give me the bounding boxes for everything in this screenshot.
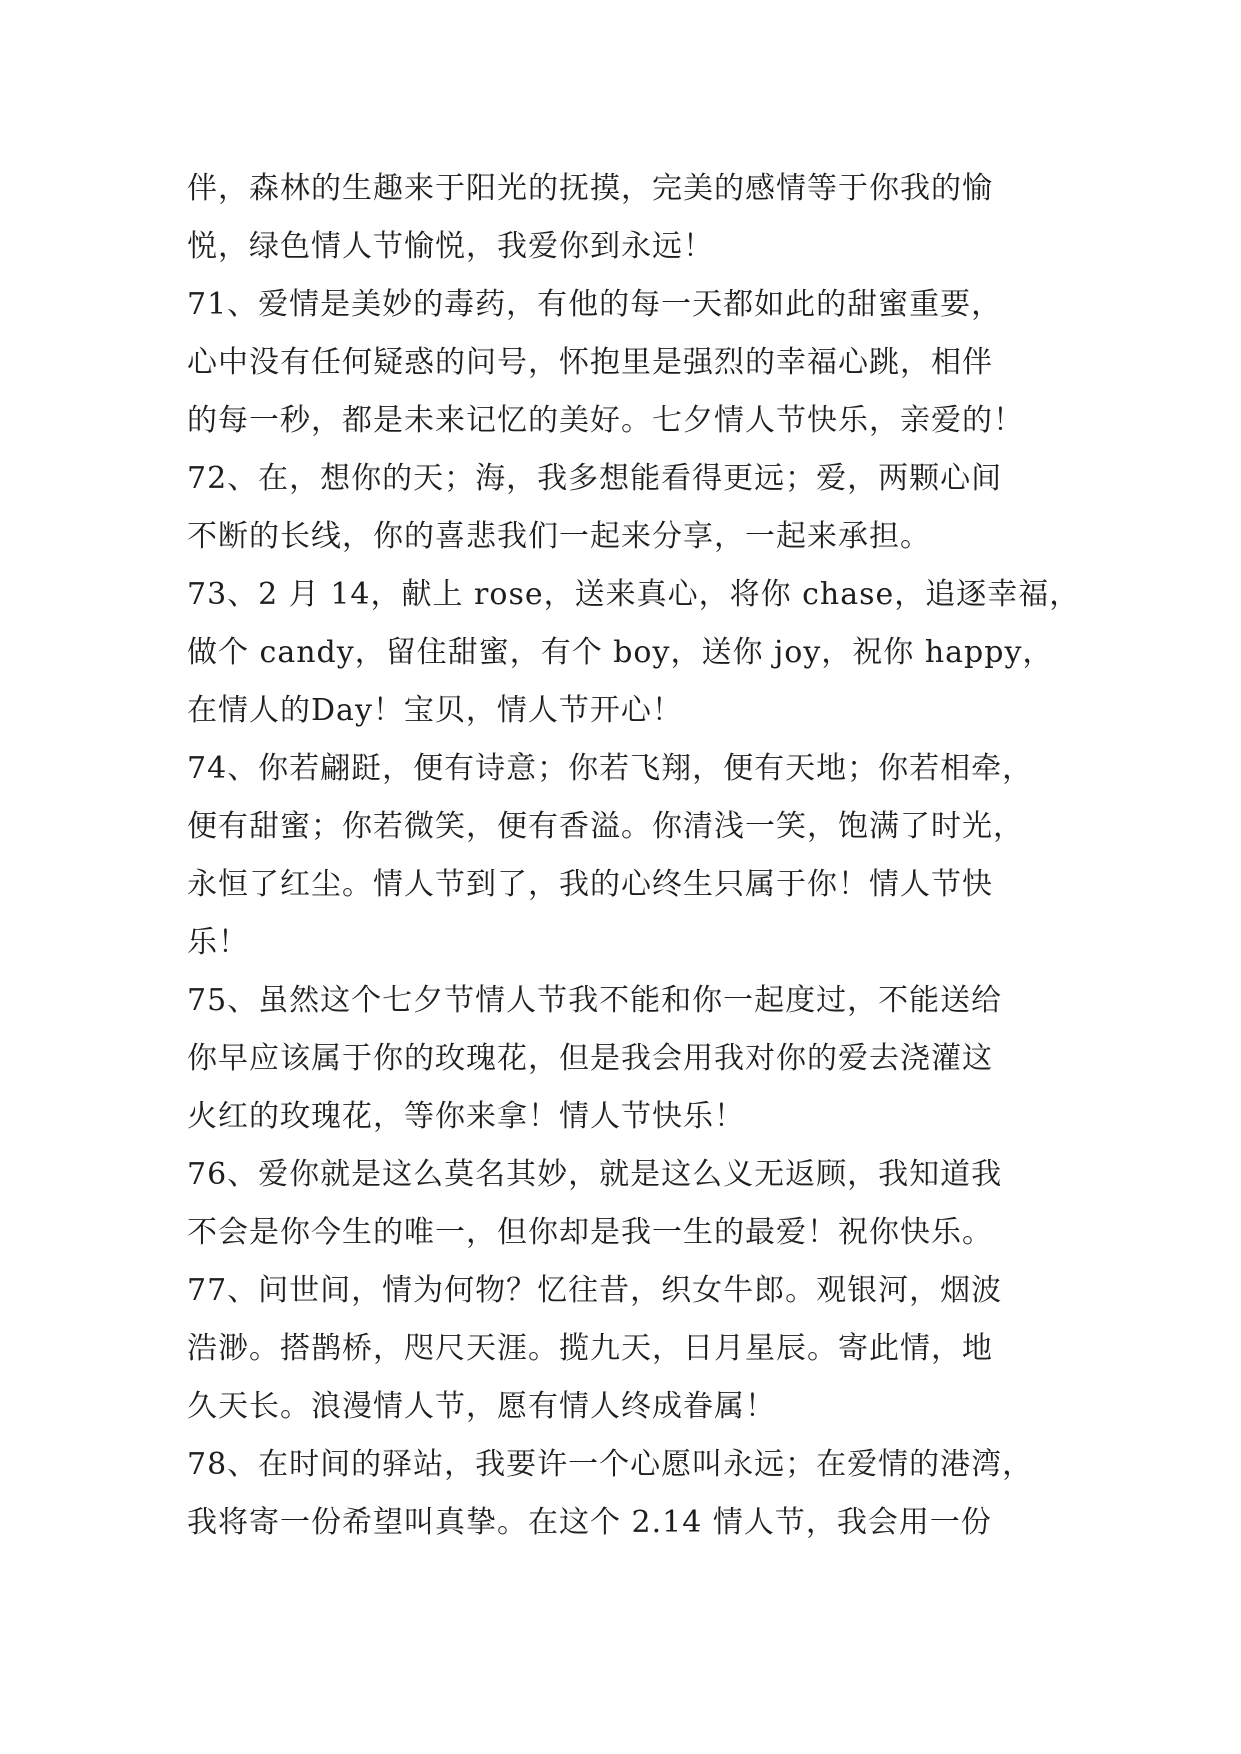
text-line: 你早应该属于你的玫瑰花，但是我会用我对你的爱去浇灌这 bbox=[187, 1041, 993, 1076]
text-line: 76、爱你就是这么莫名其妙，就是这么义无返顾，我知道我 bbox=[187, 1157, 1003, 1192]
text-line: 在情人的Day！宝贝，情人节开心！ bbox=[187, 693, 683, 728]
text-line: 71、爱情是美妙的毒药，有他的每一天都如此的甜蜜重要， bbox=[187, 287, 1003, 322]
text-line: 永恒了红尘。情人节到了，我的心终生只属于你！情人节快 bbox=[187, 867, 993, 902]
text-line: 做个 candy，留住甜蜜，有个 boy，送你 joy，祝你 happy， bbox=[187, 635, 1054, 670]
text-line: 悦，绿色情人节愉悦，我爱你到永远！ bbox=[187, 229, 714, 264]
text-line: 便有甜蜜；你若微笑，便有香溢。你清浅一笑，饱满了时光， bbox=[187, 809, 1024, 844]
text-line: 火红的玫瑰花，等你来拿！情人节快乐！ bbox=[187, 1099, 745, 1134]
text-line: 78、在时间的驿站，我要许一个心愿叫永远；在爱情的港湾， bbox=[187, 1447, 1034, 1482]
text-line: 不会是你今生的唯一，但你却是我一生的最爱！祝你快乐。 bbox=[187, 1215, 993, 1250]
text-line: 不断的长线，你的喜悲我们一起来分享，一起来承担。 bbox=[187, 519, 931, 554]
text-line: 心中没有任何疑惑的问号，怀抱里是强烈的幸福心跳，相伴 bbox=[187, 345, 993, 380]
document-body bbox=[187, 160, 1081, 1552]
text-line: 75、虽然这个七夕节情人节我不能和你一起度过，不能送给 bbox=[187, 983, 1003, 1018]
text-line: 72、在，想你的天；海，我多想能看得更远；爱，两颗心间 bbox=[187, 461, 1003, 496]
text-line: 77、问世间，情为何物？忆往昔，织女牛郎。观银河，烟波 bbox=[187, 1273, 1003, 1308]
text-line: 伴，森林的生趣来于阳光的抚摸，完美的感情等于你我的愉 bbox=[187, 171, 993, 206]
text-line: 的每一秒，都是未来记忆的美好。七夕情人节快乐，亲爱的！ bbox=[187, 403, 1024, 438]
text-line: 73、2 月 14，献上 rose，送来真心，将你 chase，追逐幸福， bbox=[187, 577, 1081, 612]
text-line: 乐！ bbox=[187, 925, 249, 960]
text-line: 浩渺。搭鹊桥，咫尺天涯。揽九天，日月星辰。寄此情，地 bbox=[187, 1331, 993, 1366]
text-line: 久天长。浪漫情人节，愿有情人终成眷属！ bbox=[187, 1389, 776, 1424]
text-line: 我将寄一份希望叫真挚。在这个 2.14 情人节，我会用一份 bbox=[187, 1505, 992, 1540]
text-line: 74、你若翩跹，便有诗意；你若飞翔，便有天地；你若相牵， bbox=[187, 751, 1034, 786]
